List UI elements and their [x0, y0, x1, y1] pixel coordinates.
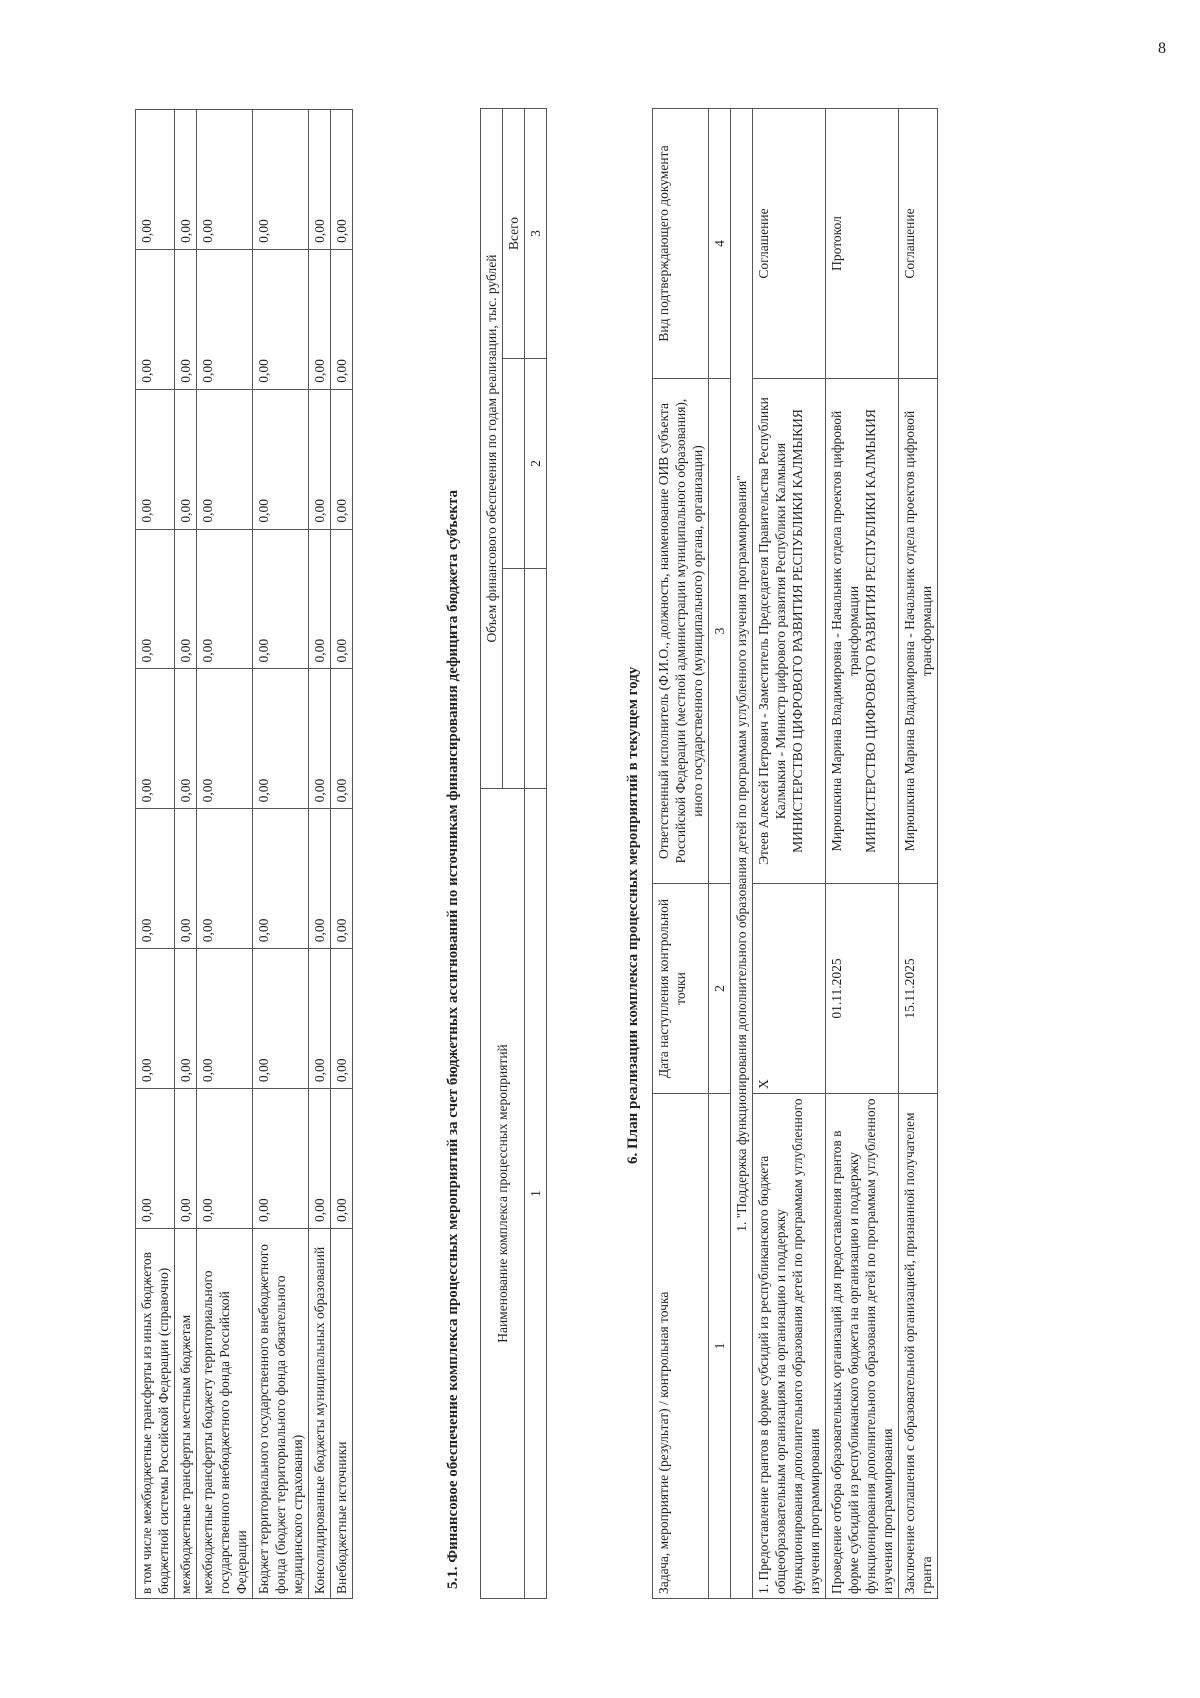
responsible-cell	[826, 379, 899, 884]
document-header: Вид подтверждающего документа	[653, 109, 709, 379]
value-cell: 0,00	[197, 669, 253, 809]
col-name-header: Наименование комплекса процессных мероприятий	[481, 789, 525, 1599]
value-cell: 0,00	[253, 669, 309, 809]
value-cell: 0,00	[197, 529, 253, 669]
section-6-title: 6. План реализации комплекса процессных мероприятий в текущем году	[625, 666, 641, 1164]
page-number: 8	[1158, 40, 1166, 57]
value-cell: 0,00	[175, 949, 197, 1089]
task-title: 1. "Поддержка функционирования дополнительного образования детей по программам углубленного изучения программирования"	[731, 109, 753, 1599]
value-cell: 0,00	[331, 529, 353, 669]
table-header-row	[481, 108, 503, 1598]
value-cell: 0,00	[309, 949, 331, 1089]
responsible-cell	[899, 379, 938, 884]
column-number: 2	[709, 884, 731, 1094]
table-row	[826, 109, 899, 1599]
value-cell: 0,00	[309, 809, 331, 949]
table-row	[709, 109, 731, 1599]
document-cell: Протокол	[826, 109, 899, 379]
value-cell: 0,00	[253, 529, 309, 669]
value-cell: 0,00	[253, 949, 309, 1089]
value-cell: 0,00	[309, 249, 331, 389]
table-row	[136, 110, 175, 1599]
value-cell: 0,00	[175, 110, 197, 250]
plan-table	[652, 108, 938, 1599]
table-row	[331, 110, 353, 1599]
date-cell: X	[753, 884, 826, 1094]
value-cell: 0,00	[309, 110, 331, 250]
document-cell: Соглашение	[753, 109, 826, 379]
table-row	[753, 109, 826, 1599]
date-header: Дата наступления контрольной точки	[653, 884, 709, 1094]
finance-table	[480, 108, 547, 1599]
row-label: Внебюджетные источники	[331, 1229, 353, 1599]
value-cell: 0,00	[175, 669, 197, 809]
column-number: 3	[709, 379, 731, 884]
value-cell: 0,00	[175, 1089, 197, 1229]
value-cell: 0,00	[253, 389, 309, 529]
task-cell: Заключение соглашения с образовательной организацией, признанной получателем гранта	[899, 1094, 938, 1599]
table-row	[899, 109, 938, 1599]
date-cell: 01.11.2025	[826, 884, 899, 1094]
value-cell: 0,00	[253, 110, 309, 250]
value-cell: 0,00	[197, 949, 253, 1089]
value-cell: 0,00	[136, 809, 175, 949]
column-number: 2	[525, 359, 547, 569]
value-cell: 0,00	[331, 809, 353, 949]
value-cell: 0,00	[136, 249, 175, 389]
table-row	[175, 110, 197, 1599]
task-cell: 1. Предоставление грантов в форме субсидий из республиканского бюджета общеобразовательным организациям на организацию и поддержку функционирования дополнительного образования детей по программам углубленного изучения программирования	[753, 1094, 826, 1599]
value-cell: 0,00	[331, 1089, 353, 1229]
value-cell: 0,00	[136, 1089, 175, 1229]
responsible-org: МИНИСТЕРСТВО ЦИФРОВОГО РАЗВИТИЯ РЕСПУБЛИКИ КАЛМЫКИЯ	[863, 409, 878, 853]
value-cell: 0,00	[136, 669, 175, 809]
value-cell: 0,00	[197, 110, 253, 250]
rotated-page-content	[60, 54, 1140, 1644]
row-label: межбюджетные трансферты местным бюджетам	[175, 1229, 197, 1599]
value-cell: 0,00	[331, 249, 353, 389]
value-cell: 0,00	[331, 110, 353, 250]
empty-header-cell	[503, 569, 525, 789]
responsible-person: Мирюшкина Марина Владимировна - Начальник отдела проектов цифровой трансформации	[829, 410, 861, 852]
row-label: в том числе межбюджетные трансферты из иных бюджетов бюджетной системы Российской Федерации (справочно)	[136, 1229, 175, 1599]
col-volume-header: Объем финансового обеспечения по годам реализации, тыс. рублей	[481, 108, 503, 788]
task-cell: Проведение отбора образовательных организаций для предоставления грантов в форме субсидий из республиканского бюджета на организацию и поддержку функционирования дополнительного образования детей по программам углубленного изучения программирования	[826, 1094, 899, 1599]
value-cell: 0,00	[331, 949, 353, 1089]
column-number: 4	[709, 109, 731, 379]
column-number: 3	[525, 108, 547, 358]
table-row	[197, 110, 253, 1599]
value-cell: 0,00	[309, 1089, 331, 1229]
column-number: 1	[709, 1094, 731, 1599]
value-cell: 0,00	[136, 529, 175, 669]
value-cell: 0,00	[331, 669, 353, 809]
value-cell: 0,00	[309, 669, 331, 809]
value-cell: 0,00	[309, 389, 331, 529]
document-cell: Соглашение	[899, 109, 938, 379]
section-51-title: 5.1. Финансовое обеспечение комплекса процессных мероприятий за счет бюджетных ассигнований по источникам финансирования дефицита бюджета субъекта	[445, 490, 461, 1589]
responsible-header: Ответственный исполнитель (Ф.И.О., должность, наименование ОИВ субъекта Российской Федерации (местной администрации муниципального образования), иного государственного (муниципального) органа, организации)	[653, 379, 709, 884]
column-number	[525, 569, 547, 789]
transfers-table	[135, 109, 353, 1599]
empty-header-cell	[503, 359, 525, 569]
table-header-row	[653, 109, 709, 1599]
value-cell: 0,00	[136, 110, 175, 250]
value-cell: 0,00	[197, 389, 253, 529]
value-cell: 0,00	[253, 249, 309, 389]
value-cell: 0,00	[197, 249, 253, 389]
responsible-person: Этеев Алексей Петрович - Заместитель Председателя Правительства Республики Калмыкия - Министр цифрового развития Республики Калмыкия	[756, 397, 788, 865]
value-cell: 0,00	[175, 249, 197, 389]
date-cell: 15.11.2025	[899, 884, 938, 1094]
value-cell: 0,00	[309, 529, 331, 669]
value-cell: 0,00	[175, 809, 197, 949]
value-cell: 0,00	[175, 389, 197, 529]
column-number: 1	[525, 789, 547, 1599]
row-label: межбюджетные трансферты бюджету территориального государственного внебюджетного фонда Российской Федерации	[197, 1229, 253, 1599]
task-header: Задача, мероприятие (результат) / контрольная точка	[653, 1094, 709, 1599]
table-row	[525, 108, 547, 1598]
responsible-cell	[753, 379, 826, 884]
row-label: Консолидированные бюджеты муниципальных образований	[309, 1229, 331, 1599]
value-cell: 0,00	[253, 809, 309, 949]
table-row	[731, 109, 753, 1599]
value-cell: 0,00	[253, 1089, 309, 1229]
value-cell: 0,00	[136, 949, 175, 1089]
value-cell: 0,00	[331, 389, 353, 529]
responsible-person: Мирюшкина Марина Владимировна - Начальник отдела проектов цифровой трансформации	[902, 410, 934, 852]
value-cell: 0,00	[136, 389, 175, 529]
value-cell: 0,00	[197, 809, 253, 949]
value-cell: 0,00	[197, 1089, 253, 1229]
responsible-org: МИНИСТЕРСТВО ЦИФРОВОГО РАЗВИТИЯ РЕСПУБЛИКИ КАЛМЫКИЯ	[790, 409, 805, 853]
value-cell: 0,00	[175, 529, 197, 669]
table-row	[253, 110, 309, 1599]
col-total-header: Всего	[503, 108, 525, 358]
table-row	[309, 110, 331, 1599]
row-label: Бюджет территориального государственного внебюджетного фонда (бюджет территориального фонда обязательного медицинского страхования)	[253, 1229, 309, 1599]
